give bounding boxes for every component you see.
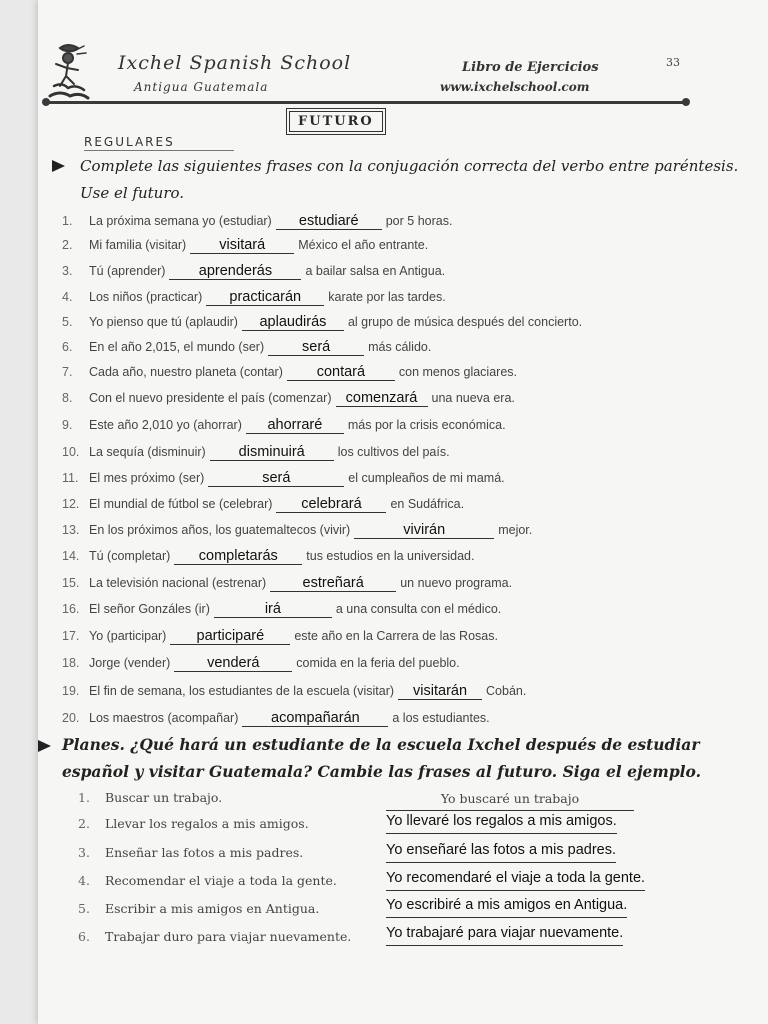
plan-prompt-text: Buscar un trabajo. (105, 790, 223, 805)
school-city: Antigua Guatemala (134, 80, 269, 94)
exercise-item (62, 548, 474, 568)
answer-blank[interactable]: estudiaré (276, 213, 382, 230)
section-title: FUTURO (289, 111, 383, 132)
item-prompt: Con el nuevo presidente el país (comenzar) (89, 391, 332, 405)
answer-blank[interactable]: acompañarán (242, 710, 388, 727)
answer-blank[interactable]: irá (214, 601, 332, 618)
item-number: 12. (62, 497, 80, 511)
item-prompt: Yo (participar) (89, 629, 167, 643)
plan-prompt (78, 901, 319, 921)
item-number: 17. (62, 629, 80, 643)
item-rest: mejor. (498, 523, 533, 537)
item-rest: Cobán. (486, 684, 527, 698)
item-number: 5. (62, 315, 73, 329)
exercise-item (62, 213, 452, 233)
answer-blank[interactable]: celebrará (276, 496, 386, 513)
instruction-1: Complete las siguientes frases con la conjugación correcta del verbo entre paréntesis. Use el futuro. (80, 157, 739, 202)
item-number: 11. (62, 471, 79, 485)
item-number: 16. (62, 602, 80, 616)
item-number: 3. (78, 845, 90, 860)
item-rest: el cumpleaños de mi mamá. (348, 471, 505, 485)
plan-prompt (78, 790, 222, 810)
item-prompt: El señor Gonzáles (ir) (89, 602, 210, 616)
plan-prompt (78, 873, 337, 893)
item-prompt: Jorge (vender) (89, 656, 171, 670)
item-number: 15. (62, 576, 80, 590)
exercise-item (62, 683, 526, 703)
instruction-2: Planes. ¿Qué hará un estudiante de la escuela Ixchel después de estudiar español y visitar Guatemala? Cambie las frases al futuro. Siga el ejemplo. (62, 735, 702, 781)
exercise-item (62, 496, 464, 516)
item-number: 19. (62, 684, 80, 698)
item-number: 3. (62, 264, 73, 278)
exercise-item (62, 339, 431, 359)
exercise-item (62, 575, 512, 595)
subheading-regulares: REGULARES (84, 135, 234, 151)
plan-answer[interactable]: Yo enseñaré las fotos a mis padres. (386, 842, 616, 863)
exercise-item (62, 314, 582, 334)
mayan-figure-icon (46, 42, 92, 106)
page-number: 33 (666, 56, 680, 69)
exercise-item (62, 655, 460, 675)
item-number: 8. (62, 391, 73, 405)
item-number: 10. (62, 445, 80, 459)
item-rest: karate por las tardes. (328, 290, 446, 304)
plan-prompt-text: Enseñar las fotos a mis padres. (105, 845, 304, 860)
answer-blank[interactable]: participaré (170, 628, 290, 645)
item-prompt: En los próximos años, los guatemaltecos (vivir) (89, 523, 351, 537)
exercise-item (62, 364, 517, 384)
plan-prompt (78, 845, 303, 865)
item-rest: tus estudios en la universidad. (306, 549, 475, 563)
arrow-bullet-icon (38, 740, 51, 752)
exercise-item (62, 390, 515, 410)
book-title: Libro de Ejercicios (462, 60, 599, 75)
item-prompt: Los niños (practicar) (89, 290, 203, 304)
item-prompt: Cada año, nuestro planeta (contar) (89, 365, 283, 379)
answer-blank[interactable]: comenzará (336, 390, 428, 407)
item-number: 4. (62, 290, 73, 304)
item-rest: a bailar salsa en Antigua. (305, 264, 446, 278)
item-number: 6. (78, 929, 90, 944)
item-rest: con menos glaciares. (398, 365, 517, 379)
item-rest: México el año entrante. (298, 238, 429, 252)
item-rest: una nueva era. (431, 391, 515, 405)
item-rest: al grupo de música después del concierto. (347, 315, 583, 329)
exercise-item (62, 628, 498, 648)
exercise-item (62, 522, 532, 542)
answer-blank[interactable]: practicarán (206, 289, 324, 306)
item-rest: comida en la feria del pueblo. (296, 656, 460, 670)
item-number: 14. (62, 549, 80, 563)
answer-blank[interactable]: completarás (174, 548, 302, 565)
item-prompt: Este año 2,010 yo (ahorrar) (89, 418, 242, 432)
item-prompt: El mundial de fútbol se (celebrar) (89, 497, 273, 511)
plan-answer[interactable]: Yo llevaré los regalos a mis amigos. (386, 813, 617, 834)
item-rest: los cultivos del país. (337, 445, 450, 459)
item-number: 9. (62, 418, 73, 432)
item-number: 13. (62, 523, 80, 537)
plan-answer-example[interactable]: Yo buscaré un trabajo (386, 790, 634, 811)
item-number: 1. (78, 790, 90, 805)
item-prompt: Los maestros (acompañar) (89, 711, 239, 725)
plan-answer[interactable]: Yo recomendaré el viaje a toda la gente. (386, 870, 645, 891)
item-prompt: Yo pienso que tú (aplaudir) (89, 315, 238, 329)
item-rest: a los estudiantes. (392, 711, 490, 725)
item-prompt: Tú (completar) (89, 549, 171, 563)
plan-answer[interactable]: Yo escribiré a mis amigos en Antigua. (386, 897, 627, 918)
item-rest: un nuevo programa. (400, 576, 513, 590)
item-number: 1. (62, 214, 73, 228)
answer-blank[interactable]: será (268, 339, 364, 356)
item-rest: por 5 horas. (385, 214, 453, 228)
answer-blank[interactable]: estreñará (270, 575, 396, 592)
answer-blank[interactable]: vivirán (354, 522, 494, 539)
rule-end-dot (682, 98, 690, 106)
exercise-item (62, 601, 501, 621)
answer-blank[interactable]: será (208, 470, 344, 487)
item-prompt: El fin de semana, los estudiantes de la escuela (visitar) (89, 684, 395, 698)
item-prompt: Mi familia (visitar) (89, 238, 187, 252)
plan-prompt-text: Llevar los regalos a mis amigos. (105, 816, 309, 831)
item-prompt: En el año 2,015, el mundo (ser) (89, 340, 265, 354)
plan-prompt-text: Escribir a mis amigos en Antigua. (105, 901, 320, 916)
website-link: www.ixchelschool.com (440, 80, 590, 94)
answer-blank[interactable]: ahorraré (246, 417, 344, 434)
plan-prompt (78, 816, 309, 836)
exercise-item (62, 237, 428, 257)
item-prompt: La televisión nacional (estrenar) (89, 576, 267, 590)
item-number: 18. (62, 656, 80, 670)
exercise-item (62, 444, 450, 464)
item-rest: más por la crisis económica. (347, 418, 506, 432)
item-rest: este año en la Carrera de las Rosas. (294, 629, 498, 643)
exercise-item (62, 263, 445, 283)
section-title-box (286, 108, 386, 135)
header-rule (44, 101, 686, 104)
answer-blank[interactable]: venderá (174, 655, 292, 672)
item-number: 2. (62, 238, 73, 252)
worksheet-page (38, 0, 768, 1024)
answer-blank[interactable]: visitará (190, 237, 294, 254)
item-prompt: La próxima semana yo (estudiar) (89, 214, 272, 228)
plan-answer[interactable]: Yo trabajaré para viajar nuevamente. (386, 925, 623, 946)
answer-blank[interactable]: contará (287, 364, 395, 381)
answer-blank[interactable]: aprenderás (169, 263, 301, 280)
arrow-bullet-icon (52, 160, 65, 172)
answer-blank[interactable]: visitarán (398, 683, 482, 700)
item-prompt: La sequía (disminuir) (89, 445, 206, 459)
item-number: 4. (78, 873, 90, 888)
item-rest: más cálido. (368, 340, 432, 354)
answer-blank[interactable]: aplaudirás (242, 314, 344, 331)
item-number: 20. (62, 711, 80, 725)
item-number: 7. (62, 365, 73, 379)
item-number: 6. (62, 340, 73, 354)
exercise-item (62, 710, 490, 730)
exercise-item (62, 417, 506, 437)
exercise-item (62, 470, 505, 490)
plan-prompt (78, 929, 351, 949)
item-prompt: Tú (aprender) (89, 264, 166, 278)
item-number: 5. (78, 901, 90, 916)
exercise-item (62, 289, 446, 309)
item-rest: a una consulta con el médico. (335, 602, 502, 616)
item-prompt: El mes próximo (ser) (89, 471, 205, 485)
answer-blank[interactable]: disminuirá (210, 444, 334, 461)
item-rest: en Sudáfrica. (390, 497, 465, 511)
plan-prompt-text: Trabajar duro para viajar nuevamente. (105, 929, 352, 944)
school-name: Ixchel Spanish School (118, 52, 352, 74)
plan-prompt-text: Recomendar el viaje a toda la gente. (105, 873, 337, 888)
item-number: 2. (78, 816, 90, 831)
